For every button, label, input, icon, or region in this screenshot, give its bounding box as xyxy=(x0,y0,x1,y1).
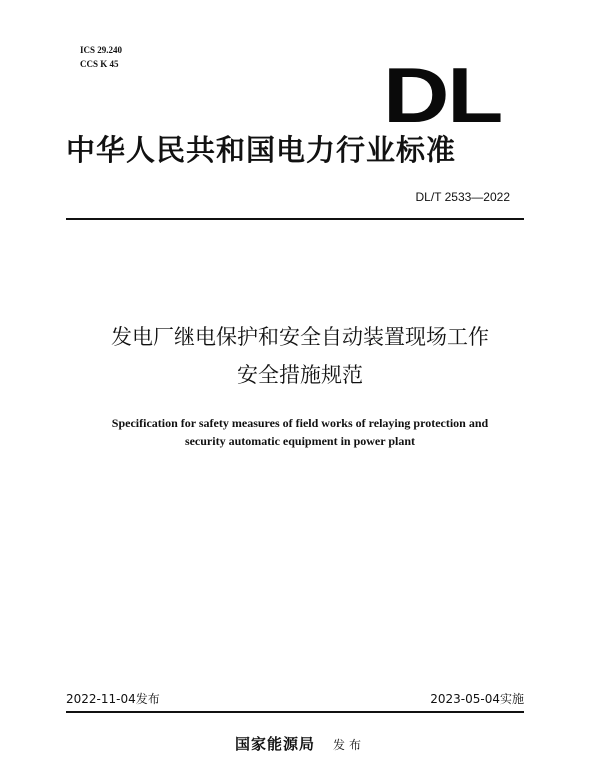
implementation-date: 2023-05-04实施 xyxy=(430,692,524,706)
issuer xyxy=(0,733,600,754)
issue-date: 2022-11-04发布 xyxy=(66,692,160,706)
issuer-action: 发布 xyxy=(333,738,366,752)
ccs-code: CCS K 45 xyxy=(80,59,119,69)
title-cn-line-2: 安全措施规范 xyxy=(237,363,363,387)
standard-category-title: 中华人民共和国电力行业标准 xyxy=(66,133,457,167)
classification-codes xyxy=(80,43,122,71)
header-divider xyxy=(66,218,524,220)
standard-number: DL/T 2533—2022 xyxy=(415,190,510,204)
ics-code: ICS 29.240 xyxy=(80,45,123,55)
footer-divider xyxy=(66,711,524,713)
title-cn-line-1: 发电厂继电保护和安全自动装置现场工作 xyxy=(111,325,489,349)
document-title-en xyxy=(40,414,560,450)
issuer-org: 国家能源局 xyxy=(234,735,315,753)
title-en-line-2: security automatic equipment in power plant xyxy=(184,434,416,448)
dl-logo: DL xyxy=(383,51,501,139)
document-title-cn xyxy=(0,318,600,394)
title-en-line-1: Specification for safety measures of field works of relaying protection and xyxy=(111,416,489,430)
